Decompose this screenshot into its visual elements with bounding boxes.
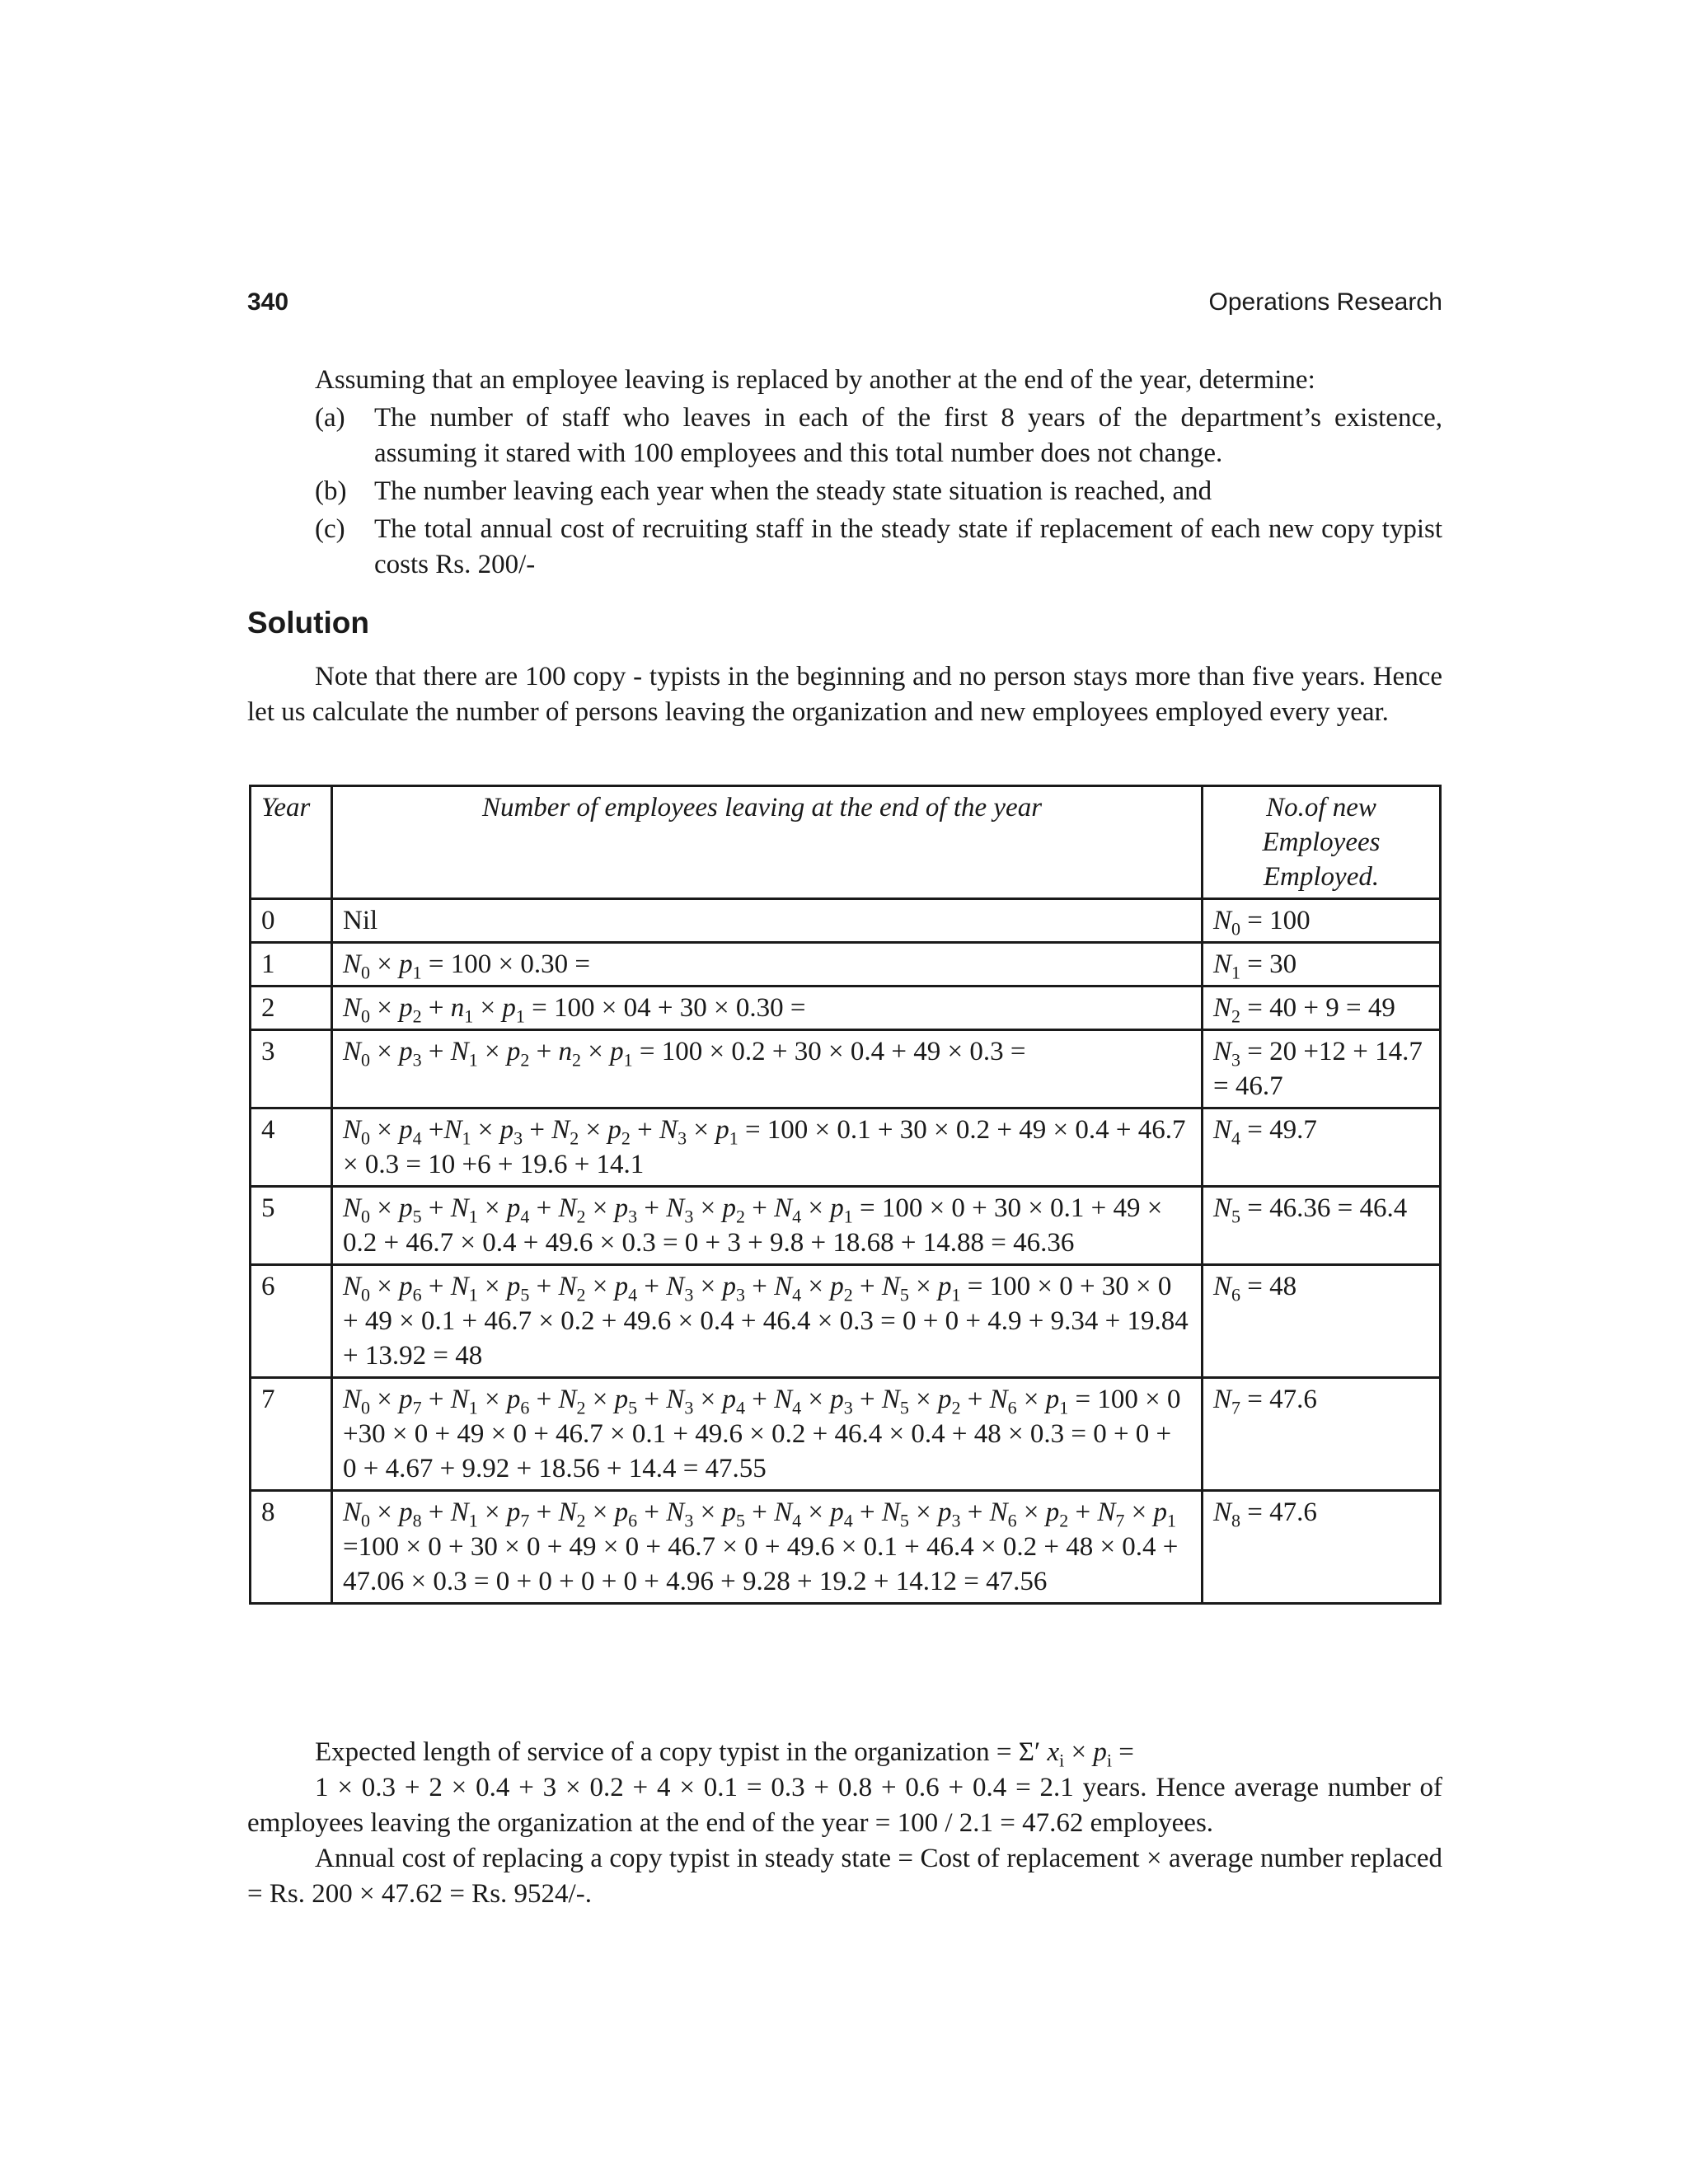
table-row xyxy=(251,1108,1441,1187)
table-row xyxy=(251,1491,1441,1604)
expected-calculation: 1 × 0.3 + 2 × 0.4 + 3 × 0.2 + 4 × 0.1 = 0.3 + 0.8 + 0.6 + 0.4 = 2.1 years. Hence average number of employees leaving the organization at the end of the year = 100 / 2.1 = 47.62 employees. xyxy=(247,1773,1442,1838)
solution-heading: Solution xyxy=(247,606,369,640)
header-year: Year xyxy=(251,786,332,899)
header-new-line: No.of new xyxy=(1266,793,1376,823)
year-cell: 3 xyxy=(251,1030,332,1108)
table-row xyxy=(251,987,1441,1030)
problem-item-a xyxy=(315,401,1442,471)
leaving-formula-cell: $N_0 \times p_6 + N_1 \times p_5 + N_2 \times p_4 + N_3 \times p_3 + N_4 \times p_2 + N_5 \times p_1 = 100 \times 0 + 30 \times 0 + 49 \times 0.1 + 46.7 \times 0.2 + 49.6 \times 0.4 + 46.4 \times 0.3 = 0 + 0 + 4.9 + 9.34 + 19.84 + 13.92 = 48$ xyxy=(332,1265,1203,1378)
year-cell: 5 xyxy=(251,1187,332,1265)
book-title: Operations Research xyxy=(1208,288,1442,316)
item-label: (b) xyxy=(315,476,347,506)
header-leaving: Number of employees leaving at the end of the year xyxy=(332,786,1203,899)
year-cell: 8 xyxy=(251,1491,332,1604)
item-text: The number of staff who leaves in each of the first 8 years of the department’s existence, assuming it stared with 100 employees and this total number does not change. xyxy=(374,403,1442,468)
problem-statement xyxy=(247,363,1442,585)
problem-item-c xyxy=(315,512,1442,583)
annual-cost: Annual cost of replacing a copy typist in steady state = Cost of replacement × average number replaced = Rs. 200 × 47.62 = Rs. 9524/-. xyxy=(247,1844,1442,1909)
year-cell: 1 xyxy=(251,943,332,987)
new-employees-cell: $N_3 = 20 +12 + 14.7 = 46.7$ xyxy=(1203,1030,1441,1108)
year-cell: 4 xyxy=(251,1108,332,1187)
expected-prefix: Expected length of service of a copy typist in the organization = xyxy=(315,1737,1012,1767)
leaving-formula-cell: $N_0 \times p_2 + n_1 \times p_1 = 100 \times 04 + 30 \times 0.30$ = xyxy=(332,987,1203,1030)
year-cell: 0 xyxy=(251,899,332,943)
new-employees-cell: $N_8 = 47.6$ xyxy=(1203,1491,1441,1604)
leaving-formula-cell: $N_0 \times p_8 + N_1 \times p_7 + N_2 \times p_6 + N_3 \times p_5 + N_4 \times p_4 + N_5 \times p_3 + N_6 \times p_2 + N_7 \times p_1 =100 \times 0 + 30 \times 0 + 49 \times 0 + 46.7 \times 0 + 49.6 \times 0.1 + 46.4 \times 0.2 + 48 \times 0.4 + 47.06 \times 0.3$ = 0 + 0 + 0 + 0 + 4.96 + 9.28 + 19.2 + 14.12 = 47.56 xyxy=(332,1491,1203,1604)
table-row xyxy=(251,1187,1441,1265)
new-employees-cell: $N_7 = 47.6$ xyxy=(1203,1378,1441,1491)
leaving-formula-cell: Nil xyxy=(332,899,1203,943)
header-new-line: Employees xyxy=(1262,827,1381,857)
expected-length-line xyxy=(247,1735,1442,1770)
leaving-formula-cell: $N_0 \times p_3 + N_1 \times p_2 + n_2 \times p_1 = 100 \times 0.2 + 30 \times 0.4 + 49 \times 0.3$ = xyxy=(332,1030,1203,1108)
new-employees-cell: $N_6 = 48$ xyxy=(1203,1265,1441,1378)
table-body xyxy=(251,899,1441,1604)
new-employees-cell: $N_2 = 40 + 9 = 49$ xyxy=(1203,987,1441,1030)
year-cell: 7 xyxy=(251,1378,332,1491)
new-employees-cell: $N_5 = 46.36 = 46.4$ xyxy=(1203,1187,1441,1265)
problem-item-b xyxy=(315,474,1442,509)
page-number: 340 xyxy=(247,288,289,316)
leaving-formula-cell: $N_0 \times p_1 = 100 \times 0.30$ = xyxy=(332,943,1203,987)
item-label: (a) xyxy=(315,403,345,433)
header-new-line: Employed. xyxy=(1263,862,1380,892)
table-row xyxy=(251,1265,1441,1378)
table-row xyxy=(251,943,1441,987)
table-row xyxy=(251,899,1441,943)
table-header-row xyxy=(251,786,1441,899)
leaving-formula-cell: $N_0 \times p_7 + N_1 \times p_6 + N_2 \times p_5 + N_3 \times p_4 + N_4 \times p_3 + N_5 \times p_2 + N_6 \times p_1 = 100 \times 0 +30 \times 0 + 49 \times 0 + 46.7 \times 0.1 + 49.6 \times 0.2 + 46.4 \times 0.4 + 48 \times 0.3 = 0 + 0 + 0 + 4.67$ + 9.92 + 18.56 + 14.4 = 47.55 xyxy=(332,1378,1203,1491)
item-label: (c) xyxy=(315,514,345,544)
table-row xyxy=(251,1378,1441,1491)
new-employees-cell: $N_0 = 100$ xyxy=(1203,899,1441,943)
running-header xyxy=(247,288,1442,321)
problem-lead: Assuming that an employee leaving is replaced by another at the end of the year, determine: xyxy=(315,365,1315,395)
table-row xyxy=(251,1030,1441,1108)
item-text: The number leaving each year when the steady state situation is reached, and xyxy=(374,476,1212,506)
expected-formula: Σ′ $x_i \times p_i$ = xyxy=(1018,1737,1134,1771)
year-cell: 2 xyxy=(251,987,332,1030)
replacement-table xyxy=(249,785,1442,1605)
header-new-employees xyxy=(1203,786,1441,899)
new-employees-cell: $N_4 = 49.7$ xyxy=(1203,1108,1441,1187)
leaving-formula-cell: $N_0 \times p_5 + N_1 \times p_4 + N_2 \times p_3 + N_3 \times p_2 + N_4 \times p_1 = 100 \times 0 + 30 \times 0.1 + 49 \times 0.2 + 46.7 \times 0.4 + 49.6 \times 0.3 = 0 + 3 + 9.8 + 18.68 + 14.88 = 46.36$ xyxy=(332,1187,1203,1265)
item-text: The total annual cost of recruiting staff in the steady state if replacement of each new copy typist costs Rs. 200/- xyxy=(374,514,1442,579)
leaving-formula-cell: $N_0 \times p_4 +N_1 \times p_3 + N_2 \times p_2 + N_3 \times p_1 = 100 \times 0.1 + 30 \times 0.2 + 49 \times 0.4 + 46.7 \times 0.3 = 10 +6 + 19.6 + 14.1$ xyxy=(332,1108,1203,1187)
conclusion xyxy=(247,1735,1442,1912)
year-cell: 6 xyxy=(251,1265,332,1378)
new-employees-cell: $N_1 = 30$ xyxy=(1203,943,1441,987)
solution-note: Note that there are 100 copy - typists in the beginning and no person stays more than five years. Hence let us calculate the number of persons leaving the organization and new employees employed every year. xyxy=(247,662,1442,727)
